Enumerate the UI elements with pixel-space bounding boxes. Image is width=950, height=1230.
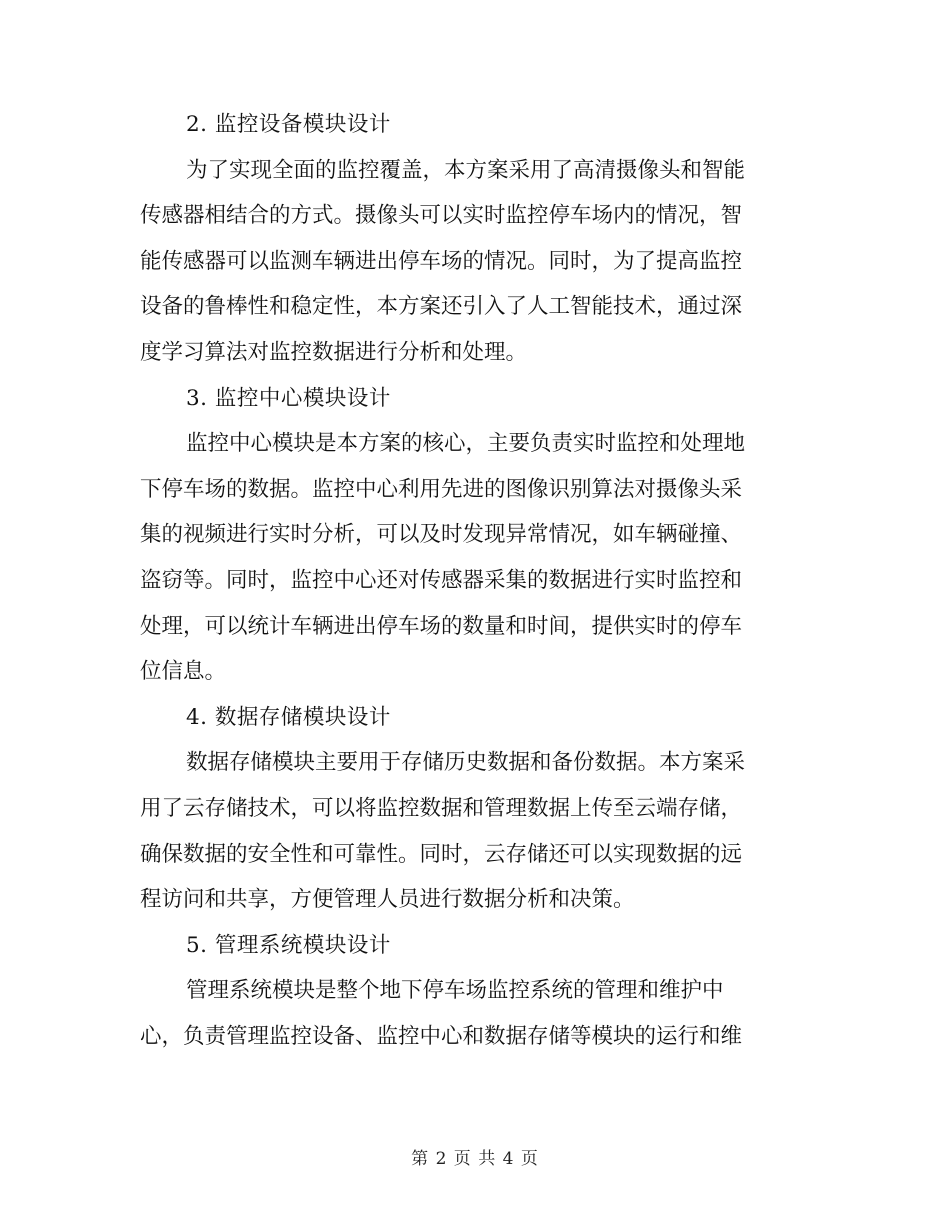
paragraph-line: 心，负责管理监控设备、监控中心和数据存储等模块的运行和维: [140, 1023, 743, 1049]
paragraph-line: 传感器相结合的方式。摄像头可以实时监控停车场内的情况，智: [140, 203, 743, 229]
paragraph-line: 盗窃等。同时，监控中心还对传感器采集的数据进行实时监控和: [140, 567, 743, 593]
paragraph-line: 确保数据的安全性和可靠性。同时，云存储还可以实现数据的远: [140, 841, 743, 867]
section-heading-2: 2. 监控设备模块设计: [186, 112, 391, 137]
section-heading-5: 5. 管理系统模块设计: [186, 932, 391, 958]
paragraph-line: 程访问和共享，方便管理人员进行数据分析和决策。: [140, 887, 635, 913]
paragraph-line: 度学习算法对监控数据进行分析和处理。: [140, 339, 528, 365]
document-body: [140, 102, 796, 1059]
paragraph-line: 能传感器可以监测车辆进出停车场的情况。同时，为了提高监控: [140, 248, 743, 274]
paragraph-line: 处理，可以统计车辆进出停车场的数量和时间，提供实时的停车: [140, 613, 743, 639]
section-heading-4: 4. 数据存储模块设计: [186, 704, 391, 730]
paragraph-line: 下停车场的数据。监控中心利用先进的图像识别算法对摄像头采: [140, 476, 743, 502]
paragraph-line: 数据存储模块主要用于存储历史数据和备份数据。本方案采: [186, 750, 746, 776]
section-heading-3: 3. 监控中心模块设计: [186, 385, 391, 411]
paragraph-line: 设备的鲁棒性和稳定性，本方案还引入了人工智能技术，通过深: [140, 294, 743, 320]
paragraph-line: 为了实现全面的监控覆盖，本方案采用了高清摄像头和智能: [186, 157, 746, 183]
paragraph-line: 监控中心模块是本方案的核心，主要负责实时监控和处理地: [186, 431, 746, 457]
page-number-footer: 第 2 页 共 4 页: [411, 1149, 539, 1169]
paragraph-line: 管理系统模块是整个地下停车场监控系统的管理和维护中: [186, 978, 724, 1004]
paragraph-line: 集的视频进行实时分析，可以及时发现异常情况，如车辆碰撞、: [140, 522, 743, 548]
paragraph-line: 位信息。: [140, 659, 227, 685]
paragraph-line: 用了云存储技术，可以将监控数据和管理数据上传至云端存储，: [140, 795, 743, 821]
